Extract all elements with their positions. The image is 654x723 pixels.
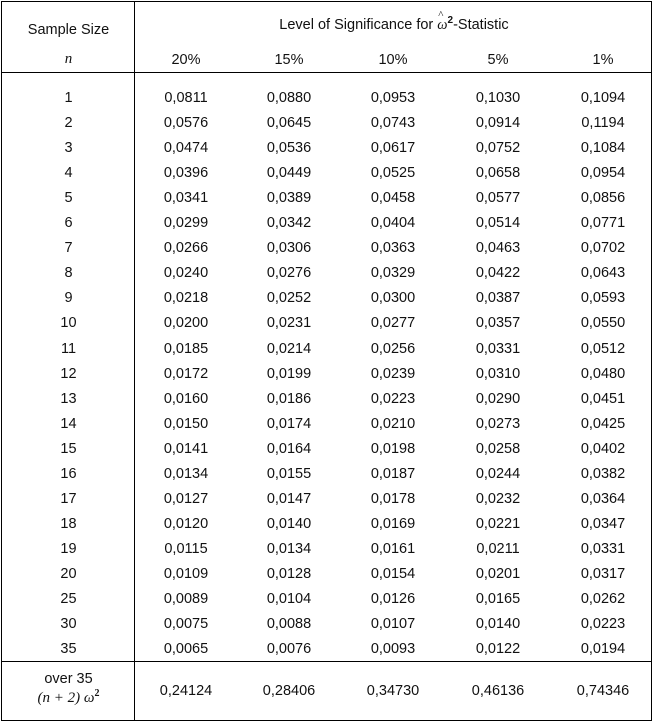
critical-value-cell: 0,0252 (266, 290, 312, 306)
critical-value-cell: 0,0134 (163, 466, 209, 482)
critical-value-cell: 0,0076 (266, 641, 312, 657)
critical-value-cell: 0,0331 (580, 541, 626, 557)
critical-value-cell: 0,0240 (163, 265, 209, 281)
critical-value-cell: 0,0093 (370, 641, 416, 657)
critical-value-cell: 0,0954 (580, 165, 626, 181)
critical-value-cell: 0,0771 (580, 215, 626, 231)
critical-value-cell: 0,0088 (266, 616, 312, 632)
critical-value-cell: 0,0329 (370, 265, 416, 281)
critical-value-cell: 0,0178 (370, 491, 416, 507)
significance-suffix: -Statistic (453, 17, 509, 33)
critical-value-cell: 0,0266 (163, 240, 209, 256)
critical-value-cell: 0,0342 (266, 215, 312, 231)
critical-value-cell: 0,0186 (266, 391, 312, 407)
critical-value-cell: 0,0425 (580, 416, 626, 432)
critical-value-cell: 0,0150 (163, 416, 209, 432)
sample-size-cell: 9 (64, 290, 73, 306)
critical-value-cell: 0,0451 (580, 391, 626, 407)
critical-value-cell: 0,0185 (163, 341, 209, 357)
asymptotic-value-cell: 0,24124 (159, 683, 213, 699)
critical-value-cell: 0,0194 (580, 641, 626, 657)
critical-value-cell: 0,0880 (266, 90, 312, 106)
formula-exponent: 2 (94, 688, 100, 699)
critical-value-cell: 0,0953 (370, 90, 416, 106)
critical-value-cell: 0,0239 (370, 366, 416, 382)
critical-value-cell: 0,0658 (475, 165, 521, 181)
sample-size-cell: 7 (64, 240, 73, 256)
critical-value-cell: 0,0550 (580, 315, 626, 331)
critical-value-cell: 0,0643 (580, 265, 626, 281)
asymptotic-value-cell: 0,74346 (576, 683, 630, 699)
critical-value-cell: 0,0089 (163, 591, 209, 607)
critical-value-cell: 0,0514 (475, 215, 521, 231)
asymptotic-value-cell: 0,46136 (471, 683, 525, 699)
critical-value-cell: 0,0310 (475, 366, 521, 382)
critical-value-cell: 0,0317 (580, 566, 626, 582)
formula-text: (n + 2) ω (37, 690, 95, 706)
critical-value-cell: 0,0223 (580, 616, 626, 632)
sample-size-cell: 11 (60, 341, 77, 357)
over-35-label: over 35 (44, 671, 93, 687)
critical-value-cell: 0,0214 (266, 341, 312, 357)
sample-size-cell: 8 (64, 265, 73, 281)
critical-value-cell: 0,0200 (163, 315, 209, 331)
critical-value-cell: 0,0914 (475, 115, 521, 131)
sample-size-cell: 14 (60, 416, 77, 432)
critical-value-cell: 0,0277 (370, 315, 416, 331)
level-header: 15% (274, 52, 304, 68)
critical-value-cell: 0,0743 (370, 115, 416, 131)
critical-value-cell: 0,0577 (475, 190, 521, 206)
critical-value-cell: 0,0331 (475, 341, 521, 357)
critical-value-cell: 0,0198 (370, 441, 416, 457)
sample-size-cell: 5 (64, 190, 73, 206)
level-header: 5% (487, 52, 509, 68)
asymptotic-value-cell: 0,28406 (262, 683, 316, 699)
critical-value-cell: 0,0147 (266, 491, 312, 507)
critical-value-cell: 0,0140 (475, 616, 521, 632)
critical-value-cell: 0,1084 (580, 140, 626, 156)
level-header: 1% (592, 52, 614, 68)
critical-value-cell: 0,0126 (370, 591, 416, 607)
sample-size-cell: 35 (60, 641, 77, 657)
sample-size-cell: 13 (60, 391, 77, 407)
critical-value-cell: 0,0258 (475, 441, 521, 457)
sample-size-cell: 3 (64, 140, 73, 156)
critical-value-cell: 0,0422 (475, 265, 521, 281)
critical-value-cell: 0,0811 (164, 90, 208, 106)
critical-value-cell: 0,0201 (475, 566, 521, 582)
critical-value-cell: 0,0169 (370, 516, 416, 532)
sample-size-cell: 20 (60, 566, 77, 582)
critical-value-cell: 0,0107 (370, 616, 416, 632)
critical-value-cell: 0,0389 (266, 190, 312, 206)
critical-value-cell: 0,0134 (266, 541, 312, 557)
sample-size-header: Sample Size (27, 22, 110, 38)
critical-value-cell: 0,0273 (475, 416, 521, 432)
critical-value-cell: 0,1094 (580, 90, 626, 106)
critical-value-cell: 0,0172 (163, 366, 209, 382)
n-header: n (64, 51, 73, 67)
critical-value-cell: 0,0122 (475, 641, 521, 657)
critical-value-cell: 0,0244 (475, 466, 521, 482)
critical-value-cell: 0,0210 (370, 416, 416, 432)
critical-value-cell: 0,0458 (370, 190, 416, 206)
critical-value-cell: 0,0232 (475, 491, 521, 507)
critical-value-cell: 0,0645 (266, 115, 312, 131)
sample-size-cell: 12 (60, 366, 77, 382)
critical-value-cell: 0,0065 (163, 641, 209, 657)
sample-size-cell: 4 (64, 165, 73, 181)
critical-value-cell: 0,0525 (370, 165, 416, 181)
critical-value-cell: 0,0382 (580, 466, 626, 482)
critical-value-cell: 0,0218 (163, 290, 209, 306)
sample-size-cell: 6 (64, 215, 73, 231)
asymptotic-value-cell: 0,34730 (366, 683, 420, 699)
omega-symbol: ^ ω (437, 18, 447, 33)
critical-value-cell: 0,0341 (163, 190, 209, 206)
sample-size-cell: 25 (60, 591, 77, 607)
critical-value-cell: 0,0164 (266, 441, 312, 457)
critical-values-table (1, 1, 652, 721)
critical-value-cell: 0,0120 (163, 516, 209, 532)
critical-value-cell: 0,0154 (370, 566, 416, 582)
critical-value-cell: 0,0127 (163, 491, 209, 507)
critical-value-cell: 0,0512 (580, 341, 626, 357)
critical-value-cell: 0,0075 (163, 616, 209, 632)
critical-value-cell: 0,0480 (580, 366, 626, 382)
critical-value-cell: 0,0299 (163, 215, 209, 231)
critical-value-cell: 0,0387 (475, 290, 521, 306)
critical-value-cell: 0,0396 (163, 165, 209, 181)
sample-size-cell: 1 (64, 90, 73, 106)
sample-size-cell: 18 (60, 516, 77, 532)
critical-value-cell: 0,0856 (580, 190, 626, 206)
significance-header (135, 15, 653, 33)
critical-value-cell: 0,0161 (370, 541, 416, 557)
critical-value-cell: 0,0306 (266, 240, 312, 256)
omega-exponent: 2 (447, 15, 454, 26)
critical-value-cell: 0,0128 (266, 566, 312, 582)
critical-value-cell: 0,0256 (370, 341, 416, 357)
critical-value-cell: 0,0140 (266, 516, 312, 532)
sample-size-cell: 17 (60, 491, 77, 507)
critical-value-cell: 0,0155 (266, 466, 312, 482)
critical-value-cell: 0,0536 (266, 140, 312, 156)
critical-value-cell: 0,0165 (475, 591, 521, 607)
critical-value-cell: 0,1194 (581, 115, 625, 131)
sample-size-cell: 16 (60, 466, 77, 482)
critical-value-cell: 0,0223 (370, 391, 416, 407)
critical-value-cell: 0,0211 (476, 541, 520, 557)
critical-value-cell: 0,0187 (370, 466, 416, 482)
level-header: 20% (171, 52, 201, 68)
critical-value-cell: 0,0752 (475, 140, 521, 156)
critical-value-cell: 0,0474 (163, 140, 209, 156)
sample-size-cell: 19 (60, 541, 77, 557)
critical-value-cell: 0,0231 (266, 315, 312, 331)
sample-size-cell: 2 (64, 115, 73, 131)
footer-divider (2, 661, 651, 662)
critical-value-cell: 0,0221 (475, 516, 521, 532)
critical-value-cell: 0,0364 (580, 491, 626, 507)
critical-value-cell: 0,0109 (163, 566, 209, 582)
critical-value-cell: 0,0404 (370, 215, 416, 231)
sample-size-cell: 10 (60, 315, 77, 331)
critical-value-cell: 0,0104 (266, 591, 312, 607)
critical-value-cell: 0,0402 (580, 441, 626, 457)
critical-value-cell: 0,0463 (475, 240, 521, 256)
critical-value-cell: 0,0576 (163, 115, 209, 131)
critical-value-cell: 0,0290 (475, 391, 521, 407)
sample-size-cell: 30 (60, 616, 77, 632)
critical-value-cell: 0,0276 (266, 265, 312, 281)
critical-value-cell: 0,0617 (370, 140, 416, 156)
critical-value-cell: 0,0115 (164, 541, 208, 557)
critical-value-cell: 0,0174 (266, 416, 312, 432)
significance-prefix: Level of Significance for (279, 17, 438, 33)
critical-value-cell: 0,0141 (163, 441, 209, 457)
header-divider (2, 72, 651, 73)
critical-value-cell: 0,0593 (580, 290, 626, 306)
critical-value-cell: 0,0449 (266, 165, 312, 181)
sample-size-column (2, 2, 135, 720)
level-header: 10% (378, 52, 408, 68)
critical-value-cell: 0,1030 (475, 90, 521, 106)
sample-size-cell: 15 (60, 441, 77, 457)
critical-value-cell: 0,0357 (475, 315, 521, 331)
critical-value-cell: 0,0262 (580, 591, 626, 607)
formula-label (2, 688, 135, 706)
critical-value-cell: 0,0702 (580, 240, 626, 256)
critical-value-cell: 0,0363 (370, 240, 416, 256)
critical-value-cell: 0,0300 (370, 290, 416, 306)
critical-value-cell: 0,0199 (266, 366, 312, 382)
critical-value-cell: 0,0160 (163, 391, 209, 407)
critical-value-cell: 0,0347 (580, 516, 626, 532)
